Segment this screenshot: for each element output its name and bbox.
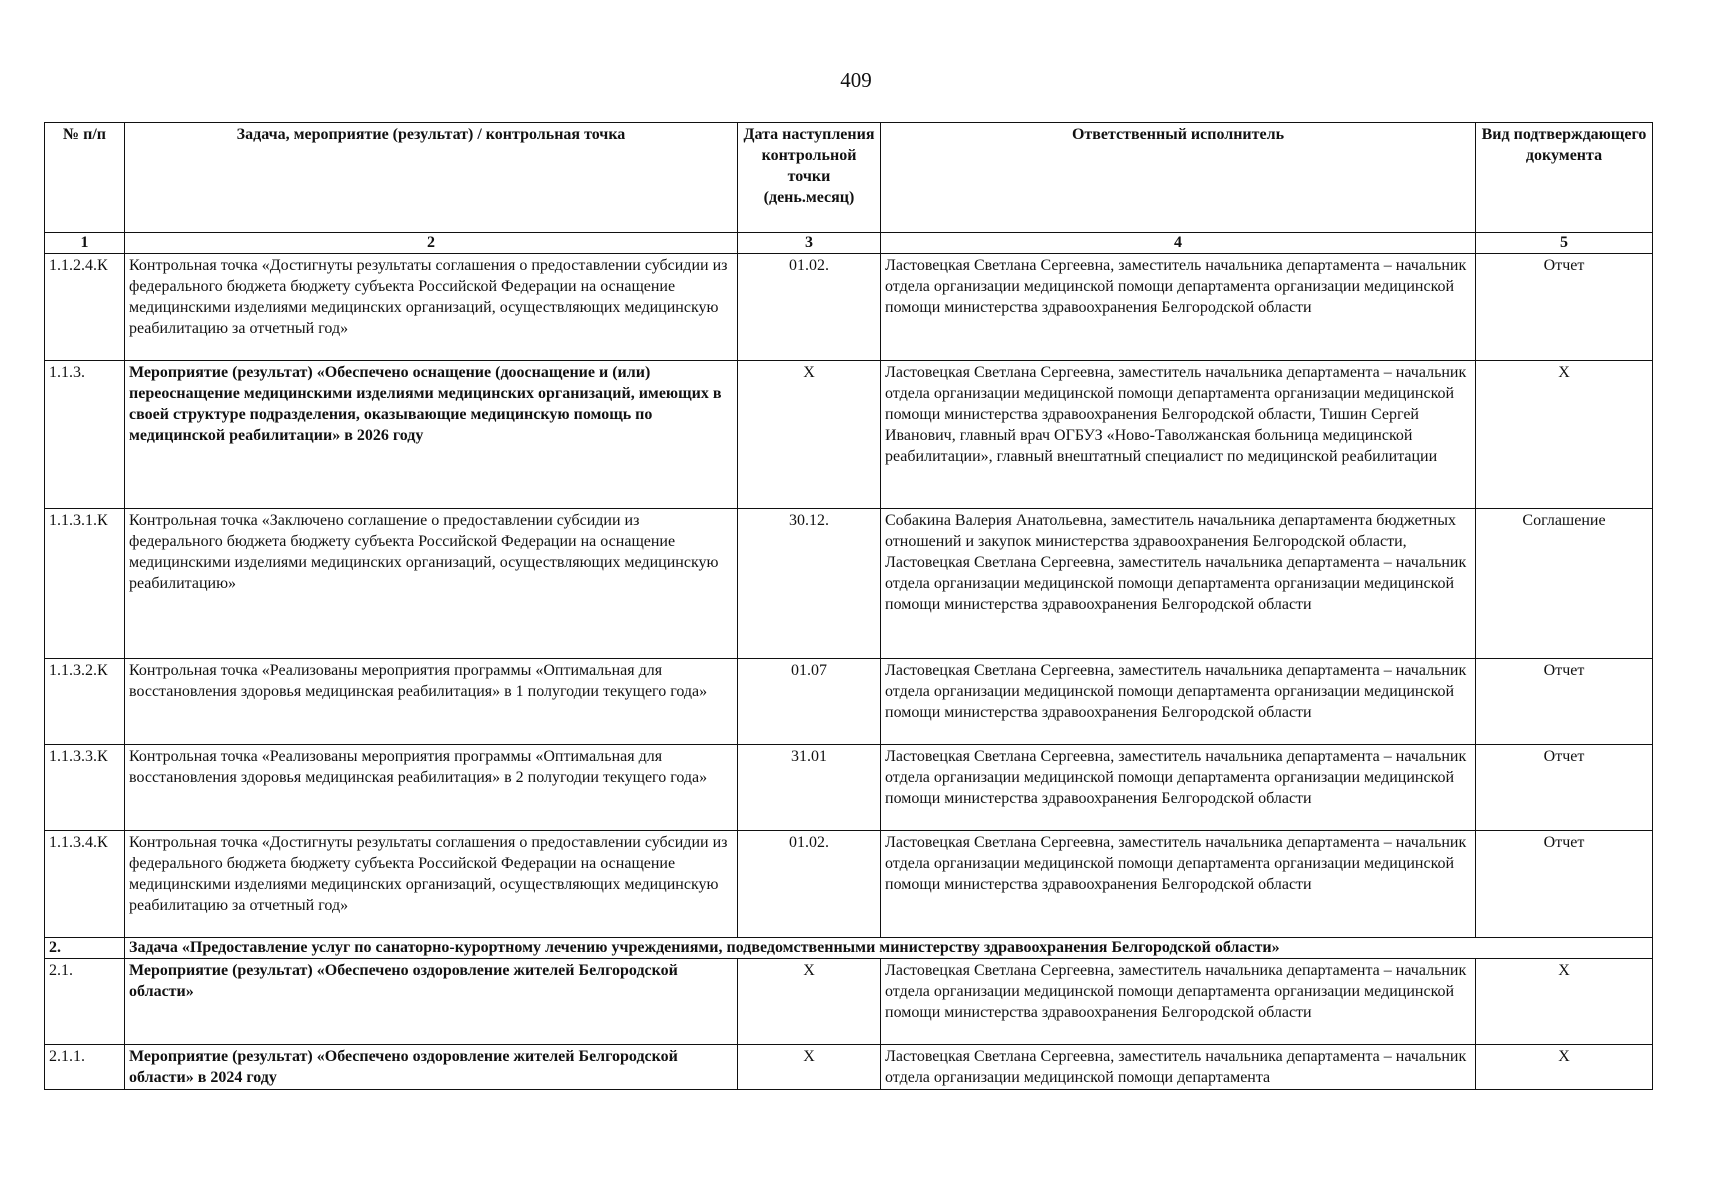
table-row [45, 1045, 1653, 1090]
table-row [45, 659, 1653, 745]
row-document: Отчет [1476, 659, 1653, 745]
row-date: X [738, 361, 881, 509]
row-date: 01.02. [738, 254, 881, 361]
row-number: 1.1.3.2.К [45, 659, 125, 745]
row-executor: Ластовецкая Светлана Сергеевна, заместитель начальника департамента – начальник отдела организации медицинской помощи департамента организации медицинской помощи министерства здравоохранения Белгородской области, Тишин Сергей Иванович, главный врач ОГБУЗ «Ново-Таволжанская больница медицинской реабилитации», главный внештатный специалист по медицинской реабилитации [881, 361, 1476, 509]
control-points-table [44, 122, 1653, 1090]
row-task: Контрольная точка «Реализованы мероприятия программы «Оптимальная для восстановления здоровья медицинская реабилитация» в 2 полугодии текущего года» [125, 745, 738, 831]
row-task: Контрольная точка «Достигнуты результаты соглашения о предоставлении субсидии из федерального бюджета бюджету субъекта Российской Федерации на оснащение медицинскими изделиями медицинских организаций, осуществляющих медицинскую реабилитацию за отчетный год» [125, 254, 738, 361]
row-date: X [738, 959, 881, 1045]
row-number: 1.1.3. [45, 361, 125, 509]
row-document: Соглашение [1476, 509, 1653, 659]
row-document: Отчет [1476, 831, 1653, 938]
row-task: Контрольная точка «Заключено соглашение о предоставлении субсидии из федерального бюджета бюджету субъекта Российской Федерации на оснащение медицинскими изделиями медицинских организаций, осуществляющих медицинскую реабилитацию» [125, 509, 738, 659]
row-date: 30.12. [738, 509, 881, 659]
row-executor: Ластовецкая Светлана Сергеевна, заместитель начальника департамента – начальник отдела организации медицинской помощи департамента [881, 1045, 1476, 1090]
table-row [45, 361, 1653, 509]
table-row [45, 745, 1653, 831]
row-number: 1.1.3.3.К [45, 745, 125, 831]
table-row [45, 831, 1653, 938]
page-number: 409 [840, 68, 872, 92]
column-number: 4 [881, 233, 1476, 254]
table-row [45, 254, 1653, 361]
task-number: 2. [45, 938, 125, 959]
row-task: Контрольная точка «Достигнуты результаты соглашения о предоставлении субсидии из федерального бюджета бюджету субъекта Российской Федерации на оснащение медицинскими изделиями медицинских организаций, осуществляющих медицинскую реабилитацию за отчетный год» [125, 831, 738, 938]
row-document: X [1476, 361, 1653, 509]
task-row [45, 938, 1653, 959]
column-number: 3 [738, 233, 881, 254]
row-number: 1.1.3.4.К [45, 831, 125, 938]
row-document: Отчет [1476, 254, 1653, 361]
table-row [45, 509, 1653, 659]
row-executor: Ластовецкая Светлана Сергеевна, заместитель начальника департамента – начальник отдела организации медицинской помощи департамента организации медицинской помощи министерства здравоохранения Белгородской области [881, 831, 1476, 938]
header-task: Задача, мероприятие (результат) / контрольная точка [125, 123, 738, 233]
row-task: Мероприятие (результат) «Обеспечено оснащение (дооснащение и (или) переоснащение медицинскими изделиями медицинских организаций, имеющих в своей структуре подразделения, оказывающие медицинскую помощь по медицинской реабилитации» в 2026 году [125, 361, 738, 509]
row-executor: Собакина Валерия Анатольевна, заместитель начальника департамента бюджетных отношений и закупок министерства здравоохранения Белгородской области, Ластовецкая Светлана Сергеевна, заместитель начальника департамента – начальник отдела организации медицинской помощи департамента организации медицинской помощи министерства здравоохранения Белгородской области [881, 509, 1476, 659]
header-executor: Ответственный исполнитель [881, 123, 1476, 233]
column-number-row [45, 233, 1653, 254]
row-date: X [738, 1045, 881, 1090]
header-date: Дата наступления контрольной точки (день.месяц) [738, 123, 881, 233]
column-number: 5 [1476, 233, 1653, 254]
row-number: 1.1.3.1.К [45, 509, 125, 659]
row-document: X [1476, 959, 1653, 1045]
row-number: 2.1. [45, 959, 125, 1045]
row-date: 01.07 [738, 659, 881, 745]
row-task: Контрольная точка «Реализованы мероприятия программы «Оптимальная для восстановления здоровья медицинская реабилитация» в 1 полугодии текущего года» [125, 659, 738, 745]
row-executor: Ластовецкая Светлана Сергеевна, заместитель начальника департамента – начальник отдела организации медицинской помощи департамента организации медицинской помощи министерства здравоохранения Белгородской области [881, 745, 1476, 831]
row-number: 2.1.1. [45, 1045, 125, 1090]
row-document: X [1476, 1045, 1653, 1090]
row-number: 1.1.2.4.К [45, 254, 125, 361]
task-title: Задача «Предоставление услуг по санаторно-курортному лечению учреждениями, подведомственными министерству здравоохранения Белгородской области» [125, 938, 1653, 959]
header-document: Вид подтверждающего документа [1476, 123, 1653, 233]
table-header-row [45, 123, 1653, 233]
row-executor: Ластовецкая Светлана Сергеевна, заместитель начальника департамента – начальник отдела организации медицинской помощи департамента организации медицинской помощи министерства здравоохранения Белгородской области [881, 959, 1476, 1045]
row-task: Мероприятие (результат) «Обеспечено оздоровление жителей Белгородской области» [125, 959, 738, 1045]
row-document: Отчет [1476, 745, 1653, 831]
row-date: 01.02. [738, 831, 881, 938]
row-task: Мероприятие (результат) «Обеспечено оздоровление жителей Белгородской области» в 2024 году [125, 1045, 738, 1090]
column-number: 1 [45, 233, 125, 254]
table-row [45, 959, 1653, 1045]
row-date: 31.01 [738, 745, 881, 831]
column-number: 2 [125, 233, 738, 254]
row-executor: Ластовецкая Светлана Сергеевна, заместитель начальника департамента – начальник отдела организации медицинской помощи департамента организации медицинской помощи министерства здравоохранения Белгородской области [881, 659, 1476, 745]
row-executor: Ластовецкая Светлана Сергеевна, заместитель начальника департамента – начальник отдела организации медицинской помощи департамента организации медицинской помощи министерства здравоохранения Белгородской области [881, 254, 1476, 361]
header-number: № п/п [45, 123, 125, 233]
